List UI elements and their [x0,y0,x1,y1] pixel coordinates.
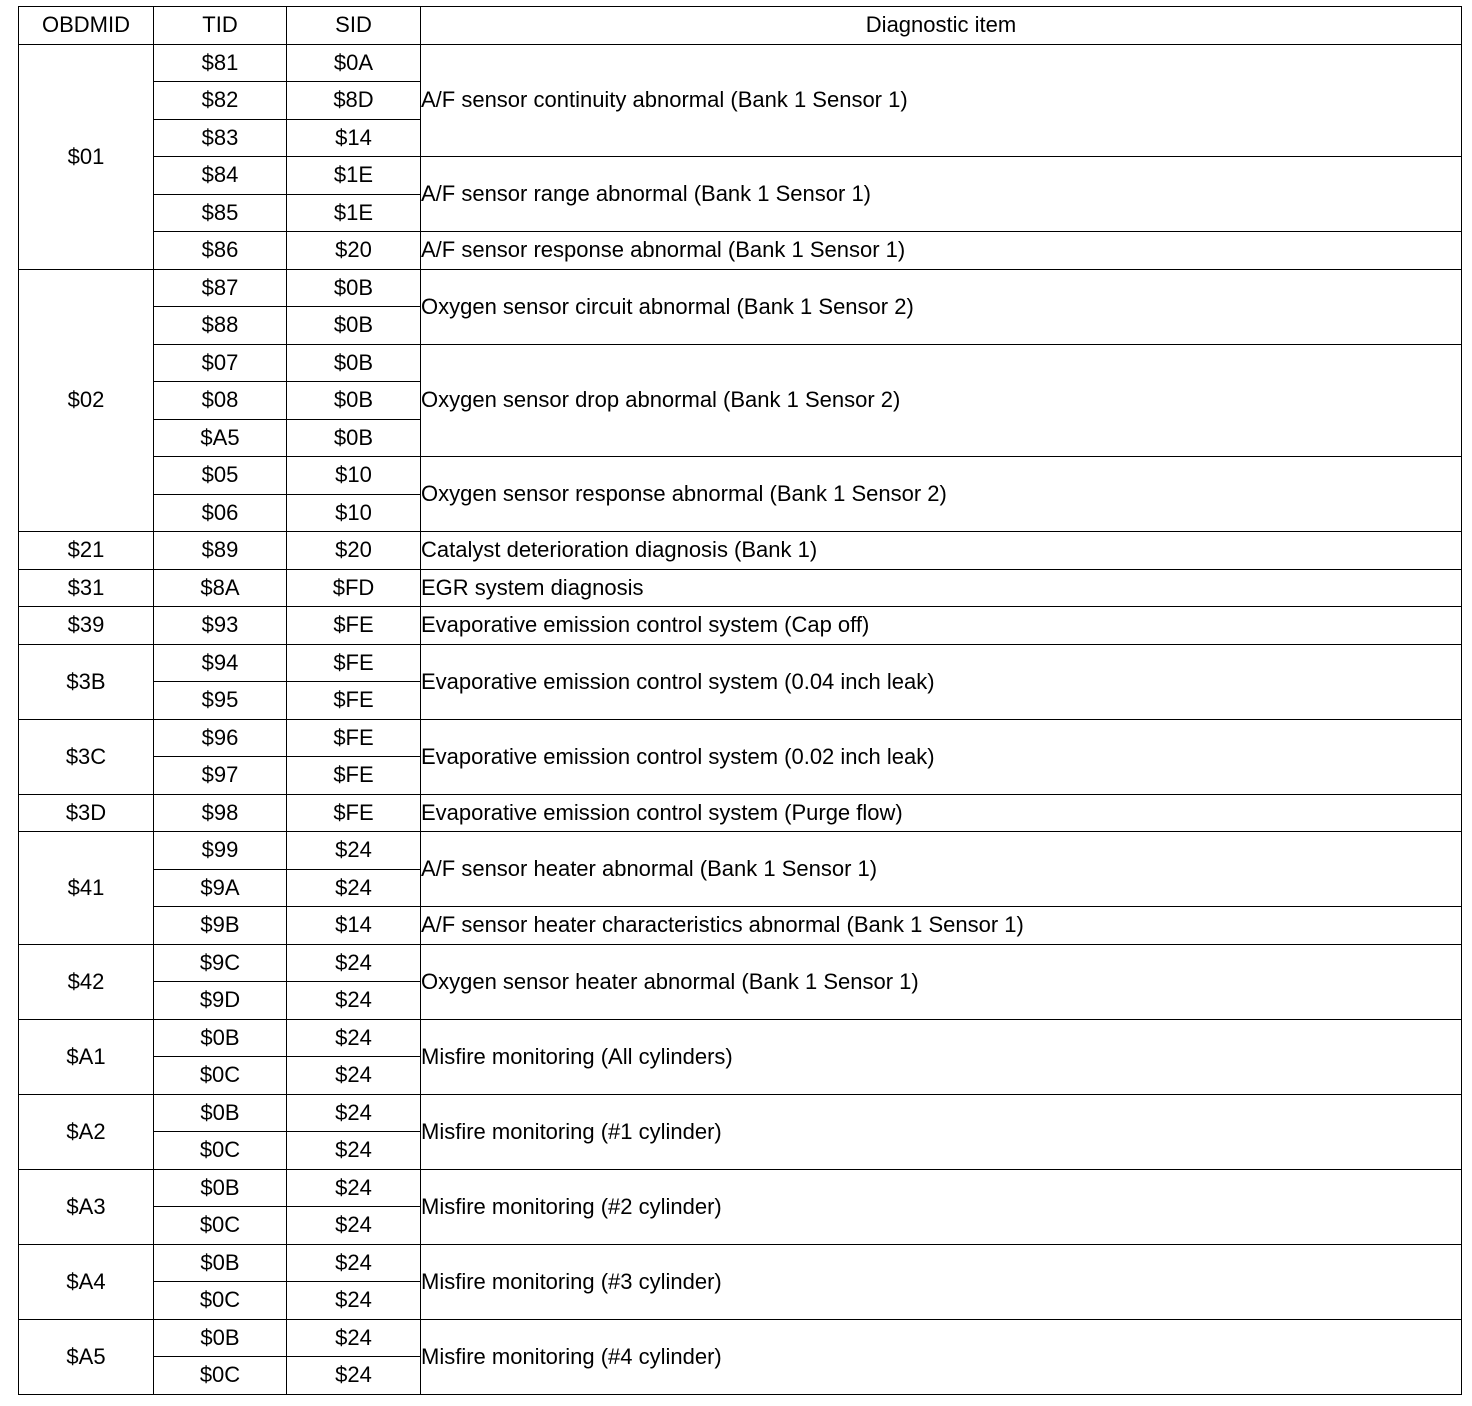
header-row [19,7,1462,45]
table-row [19,1169,1462,1207]
tid-cell: $0C [154,1132,287,1170]
tid-cell: $94 [154,644,287,682]
tid-cell: $0C [154,1057,287,1095]
sid-cell: $0B [287,382,421,420]
sid-cell: $24 [287,1319,421,1357]
sid-cell: $24 [287,982,421,1020]
diagnostic-item-cell: Misfire monitoring (#1 cylinder) [421,1094,1462,1169]
sid-cell: $1E [287,157,421,195]
tid-cell: $0B [154,1094,287,1132]
table-row [19,832,1462,870]
tid-cell: $97 [154,757,287,795]
obdmid-cell: $02 [19,269,154,532]
obdmid-cell: $31 [19,569,154,607]
sid-cell: $FE [287,794,421,832]
sid-cell: $FE [287,719,421,757]
diagnostic-item-cell: Oxygen sensor heater abnormal (Bank 1 Sensor 1) [421,944,1462,1019]
diagnostic-item-cell: A/F sensor range abnormal (Bank 1 Sensor 1) [421,157,1462,232]
tid-cell: $0B [154,1244,287,1282]
sid-cell: $FE [287,682,421,720]
sid-cell: $1E [287,194,421,232]
sid-cell: $24 [287,1094,421,1132]
table-row [19,944,1462,982]
diagnostic-item-cell: A/F sensor heater abnormal (Bank 1 Sensor 1) [421,832,1462,907]
obdmid-cell: $39 [19,607,154,645]
table-row [19,1244,1462,1282]
sid-cell: $24 [287,1282,421,1320]
sid-cell: $0B [287,269,421,307]
tid-cell: $86 [154,232,287,270]
table-row [19,232,1462,270]
table-row [19,644,1462,682]
sid-cell: $24 [287,944,421,982]
sid-cell: $24 [287,1132,421,1170]
table-row [19,44,1462,82]
obdmid-cell: $3C [19,719,154,794]
sid-cell: $FD [287,569,421,607]
sid-cell: $FE [287,607,421,645]
sid-cell: $8D [287,82,421,120]
sid-cell: $10 [287,457,421,495]
sid-cell: $14 [287,907,421,945]
tid-cell: $9B [154,907,287,945]
sid-cell: $0B [287,344,421,382]
obdmid-cell: $41 [19,832,154,945]
tid-cell: $0B [154,1319,287,1357]
header-tid: TID [154,7,287,45]
diagnostic-item-cell: Evaporative emission control system (Purge flow) [421,794,1462,832]
table-row [19,907,1462,945]
table-row [19,344,1462,382]
tid-cell: $05 [154,457,287,495]
tid-cell: $9D [154,982,287,1020]
diagnostic-item-cell: A/F sensor heater characteristics abnormal (Bank 1 Sensor 1) [421,907,1462,945]
obdmid-cell: $A4 [19,1244,154,1319]
tid-cell: $0C [154,1282,287,1320]
diagnostic-table [18,6,1462,1395]
sid-cell: $24 [287,1207,421,1245]
sid-cell: $10 [287,494,421,532]
sid-cell: $0B [287,419,421,457]
sid-cell: $24 [287,1169,421,1207]
sid-cell: $20 [287,532,421,570]
obdmid-cell: $21 [19,532,154,570]
header-sid: SID [287,7,421,45]
header-obdmid: OBDMID [19,7,154,45]
table-row [19,607,1462,645]
tid-cell: $81 [154,44,287,82]
tid-cell: $83 [154,119,287,157]
diagnostic-item-cell: Evaporative emission control system (Cap off) [421,607,1462,645]
sid-cell: $24 [287,1057,421,1095]
tid-cell: $96 [154,719,287,757]
sid-cell: $FE [287,757,421,795]
sid-cell: $24 [287,869,421,907]
sid-cell: $24 [287,1244,421,1282]
tid-cell: $98 [154,794,287,832]
sid-cell: $0B [287,307,421,345]
tid-cell: $99 [154,832,287,870]
obdmid-cell: $A5 [19,1319,154,1394]
tid-cell: $95 [154,682,287,720]
diagnostic-item-cell: Oxygen sensor circuit abnormal (Bank 1 Sensor 2) [421,269,1462,344]
diagnostic-item-cell: Oxygen sensor response abnormal (Bank 1 Sensor 2) [421,457,1462,532]
obdmid-cell: $42 [19,944,154,1019]
sid-cell: $14 [287,119,421,157]
table-body [19,44,1462,1394]
diagnostic-item-cell: EGR system diagnosis [421,569,1462,607]
table-row [19,269,1462,307]
diagnostic-item-cell: Catalyst deterioration diagnosis (Bank 1) [421,532,1462,570]
table-row [19,794,1462,832]
tid-cell: $8A [154,569,287,607]
tid-cell: $84 [154,157,287,195]
header-diagnostic-item: Diagnostic item [421,7,1462,45]
table-row [19,1094,1462,1132]
tid-cell: $A5 [154,419,287,457]
tid-cell: $0C [154,1357,287,1395]
diagnostic-item-cell: A/F sensor continuity abnormal (Bank 1 Sensor 1) [421,44,1462,157]
diagnostic-item-cell: Misfire monitoring (#4 cylinder) [421,1319,1462,1394]
sid-cell: $24 [287,832,421,870]
tid-cell: $08 [154,382,287,420]
tid-cell: $06 [154,494,287,532]
obdmid-cell: $3B [19,644,154,719]
tid-cell: $07 [154,344,287,382]
diagnostic-item-cell: Evaporative emission control system (0.02 inch leak) [421,719,1462,794]
diagnostic-item-cell: A/F sensor response abnormal (Bank 1 Sensor 1) [421,232,1462,270]
tid-cell: $93 [154,607,287,645]
tid-cell: $85 [154,194,287,232]
sid-cell: $0A [287,44,421,82]
tid-cell: $87 [154,269,287,307]
tid-cell: $89 [154,532,287,570]
diagnostic-item-cell: Misfire monitoring (#3 cylinder) [421,1244,1462,1319]
obdmid-cell: $01 [19,44,154,269]
table-row [19,1019,1462,1057]
obdmid-cell: $A2 [19,1094,154,1169]
obdmid-cell: $A1 [19,1019,154,1094]
tid-cell: $0B [154,1019,287,1057]
diagnostic-item-cell: Evaporative emission control system (0.04 inch leak) [421,644,1462,719]
diagnostic-item-cell: Misfire monitoring (All cylinders) [421,1019,1462,1094]
table-row [19,1319,1462,1357]
table-row [19,719,1462,757]
tid-cell: $9A [154,869,287,907]
tid-cell: $9C [154,944,287,982]
tid-cell: $0C [154,1207,287,1245]
diagnostic-item-cell: Misfire monitoring (#2 cylinder) [421,1169,1462,1244]
sid-cell: $20 [287,232,421,270]
obdmid-cell: $3D [19,794,154,832]
table-row [19,532,1462,570]
table-row [19,457,1462,495]
table-row [19,569,1462,607]
sid-cell: $24 [287,1019,421,1057]
diagnostic-item-cell: Oxygen sensor drop abnormal (Bank 1 Sensor 2) [421,344,1462,457]
tid-cell: $88 [154,307,287,345]
table-row [19,157,1462,195]
tid-cell: $82 [154,82,287,120]
sid-cell: $24 [287,1357,421,1395]
obdmid-cell: $A3 [19,1169,154,1244]
tid-cell: $0B [154,1169,287,1207]
sid-cell: $FE [287,644,421,682]
